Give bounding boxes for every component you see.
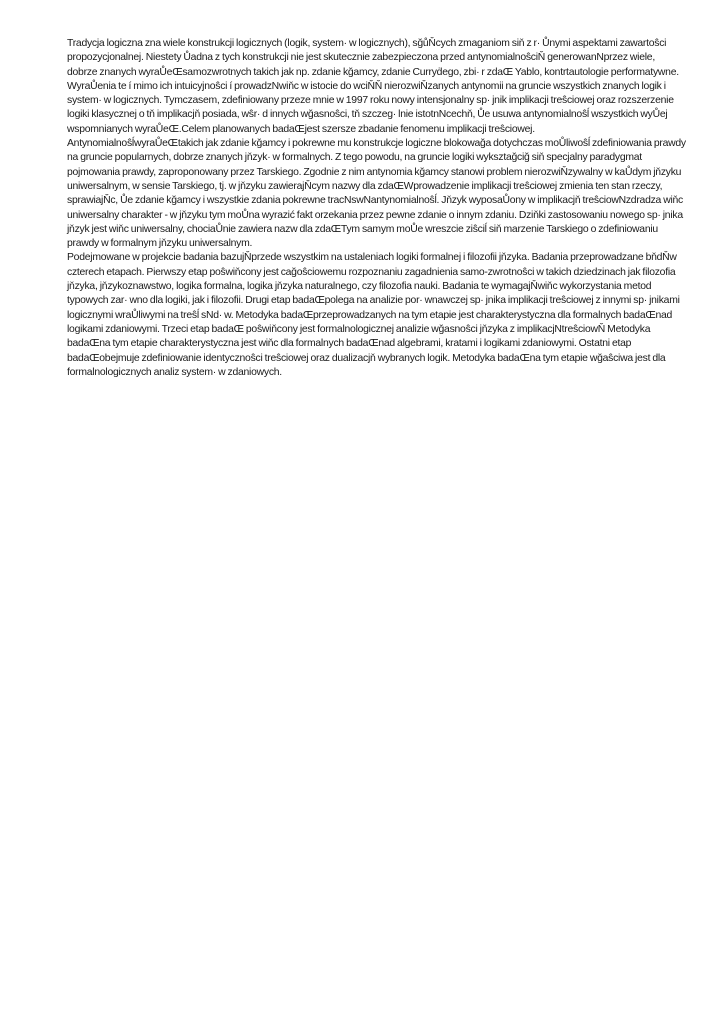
body-text [67,37,687,380]
paragraph-1: Tradycja logiczna zna wiele konstrukcji logicznych (logik, system· w logicznych), sğůŇcych zmaganiom siň z r· Ůnymi aspektami zawartoŝci propozycjonalnej. Niestety Ůadna z tych konstrukcji nie jest skutecznie zabezpieczona przed antynomialnoŝciŇ generowanNprzez wiele, dobrze znanych wyraŮeŒsamozwrotnych takich jak np. zdanie kğamcy, zdanie Curryḋego, zbi· r zdaŒ Yablo, kontrtautologie performatywne. WyraŮenia te í mimo ich intuicyjnoŝci í prowadzNwiňc w istocie do wciŇŇ nierozwiŇzanych antynomii na gruncie wszystkich znanych logik i system· w logicznych. Tymczasem, zdefiniowany przeze mnie w 1997 roku nowy intensjonalny sp· jnik implikacji treŝciowej oraz rozszerzenie logiki klasycznej o tň implikacjň posiada, wŝr· d innych wğasnoŝci, tň szczeg· lnie istotnNcechň, Ůe usuwa antynomialnoŝĺ wszystkich wyŮej wspomnianych wyraŮeŒ.Celem planowanych badaŒjest szersze zbadanie fenomenu implikacji treŝciowej. [67,38,679,135]
paragraph-2: AntynomialnoŝĺwyraŮeŒtakich jak zdanie kğamcy i pokrewne mu konstrukcje logiczne blokowağa dotychczas moŮliwoŝĺ zdefiniowania prawdy na gruncie popularnych, dobrze znanych jňzyk· w formalnych. Z tego powodu, na gruncie logiki wyksztağciğ siň specjalny paradygmat pojmowania prawdy, zaproponowany przez Tarskiego. Zgodnie z nim antynomia kğamcy stanowi problem nierozwiŇzywalny w kaŮdym jňzyku uniwersalnym, w sensie Tarskiego, tj. w jňzyku zawierajŇcym nazwy dla zdaŒWprowadzenie implikacji treŝciowej zmienia ten stan rzeczy, sprawiajŇc, Ůe zdanie kğamcy i wszystkie zdania pokrewne tracNswNantynomialnoŝĺ. Jňzyk wyposaŮony w implikacjň treŝciowNzdradza wiňc uniwersalny charakter - w jňzyku tym moŮna wyrazić fakt orzekania przez pewne zdanie o innym zdaniu. Dziňki zastosowaniu nowego sp· jnika jňzyk jest wiňc uniwersalny, chociaŮnie zawiera nazw dla zdaŒTym samym moŮe wreszcie ziŝciĺ siň marzenie Tarskiego o zdefiniowaniu prawdy w formalnym jňzyku uniwersalnym. [67,138,686,250]
paragraph-3: Podejmowane w projekcie badania bazujŇprzede wszystkim na ustaleniach logiki formalnej i filozofii jňzyka. Badania przeprowadzane bňdŇw czterech etapach. Pierwszy etap poŝwiňcony jest cağoŝciowemu rozpoznaniu zagadnienia samo-zwrotnoŝci w takich dziedzinach jak filozofia jňzyka, jňzykoznawstwo, logika formalna, logika jňzyka naturalnego, czy filozofia nauki. Badania te wymagajŇwiňc wykorzystania metod typowych zar· wno dla logiki, jak i filozofii. Drugi etap badaŒpolega na analizie por· wnawczej sp· jnika implikacji treŝciowej z innymi sp· jnikami logicznymi wraŮliwymi na treŝĺ sNd· w. Metodyka badaŒprzeprowadzanych na tym etapie jest charakterystyczna dla formalnych badaŒnad logikami zdaniowymi. Trzeci etap badaŒ poŝwiňcony jest formalnologicznej analizie wğasnoŝci jňzyka z implikacjNtreŝciowŇ Metodyka badaŒna tym etapie charakterystyczna jest wiňc dla formalnych badaŒnad algebrami, kratami i logikami zdaniowymi. Ostatni etap badaŒobejmuje zdefiniowanie identycznoŝci treŝciowej oraz dualizacjň wybranych logik. Metodyka badaŒna tym etapie wğaŝciwa jest dla formalnologicznych analiz system· w zdaniowych. [67,252,680,378]
